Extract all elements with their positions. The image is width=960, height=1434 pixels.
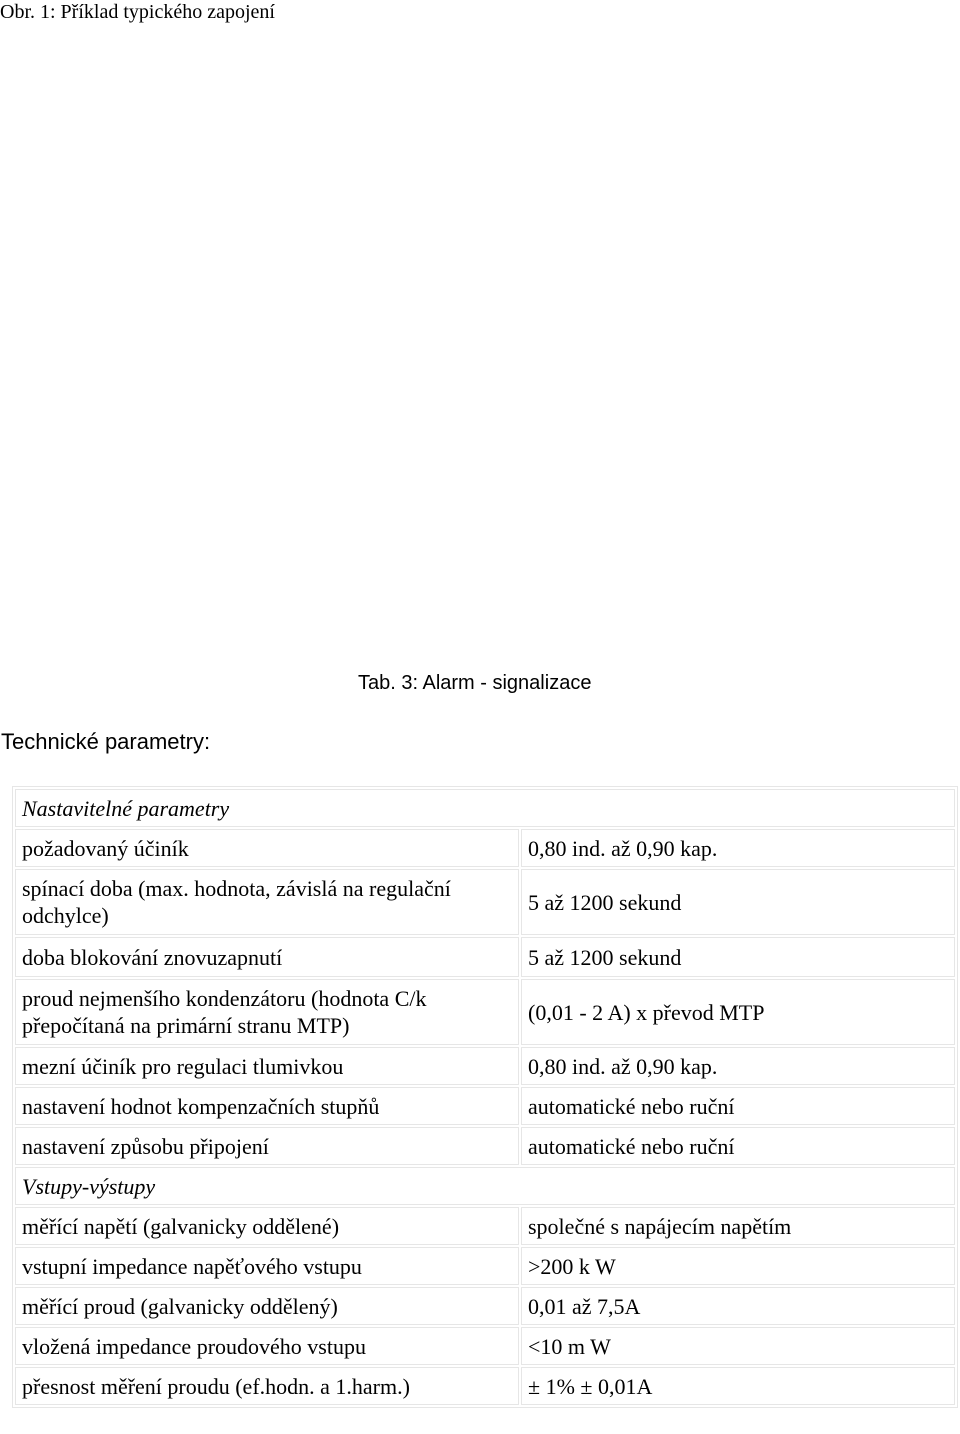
param-value: ± 1% ± 0,01A [521, 1367, 955, 1405]
param-label: spínací doba (max. hodnota, závislá na regulační odchylce) [15, 869, 519, 935]
param-value: <10 m W [521, 1327, 955, 1365]
table-row [15, 1287, 955, 1325]
table-row [15, 1047, 955, 1085]
table-group-row [15, 1167, 955, 1205]
param-value: společné s napájecím napětím [521, 1207, 955, 1245]
param-value: 5 až 1200 sekund [521, 937, 955, 977]
param-value: automatické nebo ruční [521, 1127, 955, 1165]
param-label: nastavení hodnot kompenzačních stupňů [15, 1087, 519, 1125]
table-row [15, 937, 955, 977]
group-title-adjustable: Nastavitelné parametry [15, 789, 955, 827]
figure-caption: Obr. 1: Příklad typického zapojení [0, 1, 275, 23]
param-value: 0,80 ind. až 0,90 kap. [521, 829, 955, 867]
table-row [15, 829, 955, 867]
param-value: 5 až 1200 sekund [521, 869, 955, 935]
table-row [15, 1127, 955, 1165]
param-label: proud nejmenšího kondenzátoru (hodnota C/k přepočítaná na primární stranu MTP) [15, 979, 519, 1045]
table-row [15, 1367, 955, 1405]
param-value: 0,01 až 7,5A [521, 1287, 955, 1325]
table-row [15, 1087, 955, 1125]
param-label: vložená impedance proudového vstupu [15, 1327, 519, 1365]
param-value: >200 k W [521, 1247, 955, 1285]
section-title: Technické parametry: [1, 729, 211, 754]
param-label: doba blokování znovuzapnutí [15, 937, 519, 977]
table-row [15, 869, 955, 935]
param-label: požadovaný účiník [15, 829, 519, 867]
param-label: mezní účiník pro regulaci tlumivkou [15, 1047, 519, 1085]
table-row [15, 1207, 955, 1245]
param-label: nastavení způsobu připojení [15, 1127, 519, 1165]
param-label: měřící napětí (galvanicky oddělené) [15, 1207, 519, 1245]
technical-parameters-table [12, 786, 958, 1408]
group-title-io: Vstupy-výstupy [15, 1167, 955, 1205]
table-row [15, 1327, 955, 1365]
param-value: automatické nebo ruční [521, 1087, 955, 1125]
param-label: měřící proud (galvanicky oddělený) [15, 1287, 519, 1325]
param-value: 0,80 ind. až 0,90 kap. [521, 1047, 955, 1085]
table-row [15, 1247, 955, 1285]
table-caption: Tab. 3: Alarm - signalizace [358, 672, 592, 694]
param-label: přesnost měření proudu (ef.hodn. a 1.harm.) [15, 1367, 519, 1405]
param-label: vstupní impedance napěťového vstupu [15, 1247, 519, 1285]
table-group-row [15, 789, 955, 827]
param-value: (0,01 - 2 A) x převod MTP [521, 979, 955, 1045]
table-row [15, 979, 955, 1045]
